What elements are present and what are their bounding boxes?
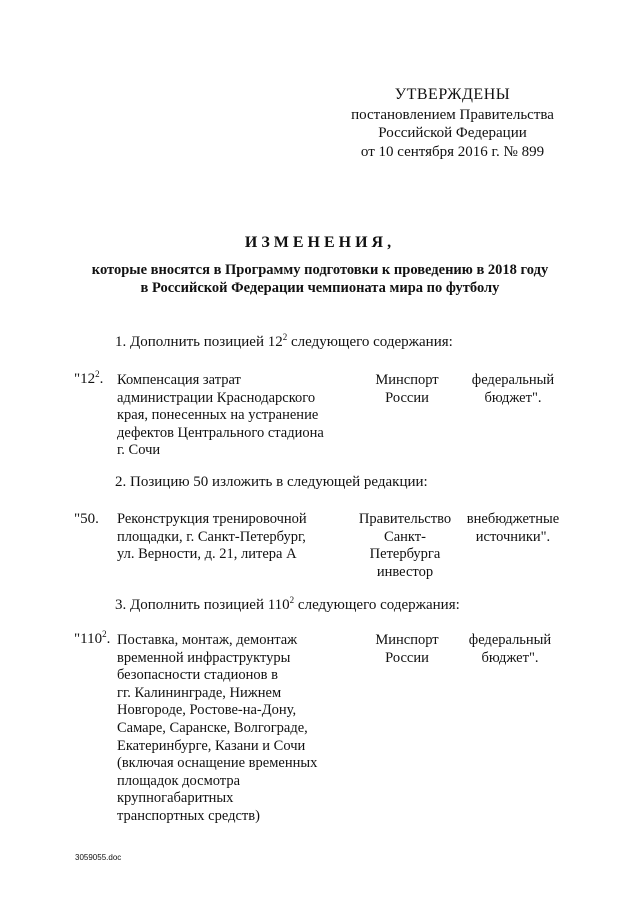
- approval-line-1: постановлением Правительства: [351, 106, 554, 123]
- item-1-funding-source: [458, 372, 568, 407]
- item-2-exec-line: Санкт-: [384, 528, 426, 545]
- item-3-source-line: федеральный: [468, 632, 552, 648]
- item-1-position-dot: .: [99, 371, 104, 387]
- item-1-intro-sup: 2: [282, 332, 288, 342]
- item-3-position-number: "110: [74, 631, 103, 647]
- subtitle-line-1: которые вносятся в Программу подготовки к проведению в 2018 году: [91, 262, 549, 278]
- item-2-funding-source: [458, 511, 568, 546]
- item-3-desc-line: Екатеринбурге, Казани и Сочи: [117, 737, 306, 754]
- subtitle-line-2: в Российской Федерации чемпионата мира по футболу: [140, 280, 500, 296]
- item-3-funding-source: [455, 632, 565, 667]
- item-2-exec-line: инвестор: [376, 563, 434, 580]
- item-3-exec-line: России: [385, 649, 429, 666]
- item-1-exec-line: России: [385, 389, 429, 406]
- item-1-executor: [360, 372, 454, 407]
- item-3-desc-line: Самаре, Саранске, Волгограде,: [117, 719, 308, 736]
- item-1-position: [74, 371, 103, 388]
- item-1-position-sup: 2: [95, 369, 100, 379]
- item-1-desc-line: дефектов Центрального стадиона: [117, 424, 324, 441]
- item-1-intro-text: 1. Дополнить позицией 12: [115, 334, 283, 350]
- item-2-intro: [115, 474, 428, 491]
- item-1-desc-line: края, понесенных на устранение: [117, 407, 319, 424]
- item-1-source-line: федеральный: [471, 372, 555, 388]
- item-1-desc-line: администрации Краснодарского: [117, 389, 316, 406]
- item-1-intro-tail: следующего содержания:: [287, 334, 453, 350]
- approval-heading: УТВЕРЖДЕНЫ: [394, 86, 511, 103]
- item-3-exec-line: Минспорт: [375, 632, 439, 648]
- item-3-intro-sup: 2: [289, 595, 295, 605]
- item-3-source-line: бюджет".: [481, 649, 539, 666]
- item-1-description: [117, 372, 357, 460]
- item-2-desc-line: Реконструкция тренировочной: [117, 511, 307, 527]
- item-2-source-line: источники".: [475, 528, 551, 545]
- item-3-desc-line: временной инфраструктуры: [117, 649, 291, 666]
- item-3-desc-line: Поставка, монтаж, демонтаж: [117, 632, 298, 648]
- item-2-executor: [352, 511, 458, 581]
- item-3-desc-line: безопасности стадионов в: [117, 667, 278, 684]
- item-3-position: [74, 631, 110, 648]
- item-2-description: [117, 511, 357, 564]
- item-1-desc-line: г. Сочи: [117, 442, 161, 459]
- item-1-exec-line: Минспорт: [375, 372, 439, 388]
- approval-line-2: Российской Федерации: [378, 125, 527, 141]
- item-1-position-number: "12: [74, 371, 96, 387]
- item-3-desc-line: (включая оснащение временных: [117, 755, 318, 772]
- item-2-exec-line: Петербурга: [369, 546, 441, 563]
- item-2-desc-line: ул. Верности, д. 21, литера А: [117, 546, 297, 563]
- item-3-position-dot: .: [106, 631, 111, 647]
- item-3-desc-line: площадок досмотра: [117, 772, 241, 789]
- item-3-desc-line: Новгороде, Ростове-на-Дону,: [117, 702, 297, 719]
- item-1-intro: [115, 334, 453, 351]
- item-2-intro-text: 2. Позицию 50 изложить в следующей редакции:: [115, 474, 428, 490]
- item-3-desc-line: транспортных средств): [117, 807, 260, 824]
- item-3-desc-line: крупногабаритных: [117, 790, 234, 807]
- item-3-desc-line: гг. Калининграде, Нижнем: [117, 684, 282, 701]
- approval-block: [330, 86, 575, 161]
- document-title: ИЗМЕНЕНИЯ,: [244, 234, 396, 251]
- item-2-position-number: "50.: [74, 511, 99, 527]
- document-subtitle: [70, 261, 570, 297]
- item-3-intro: [115, 597, 460, 614]
- item-3-intro-text: 3. Дополнить позицией 110: [115, 597, 290, 613]
- approval-line-3: от 10 сентября 2016 г. № 899: [360, 143, 545, 160]
- item-3-description: [117, 632, 357, 826]
- item-2-desc-line: площадки, г. Санкт-Петербург,: [117, 528, 306, 545]
- item-2-exec-line: Правительство: [358, 511, 452, 527]
- item-3-executor: [360, 632, 454, 667]
- file-reference: 3059055.doc: [75, 853, 122, 862]
- item-2-source-line: внебюджетные: [466, 511, 560, 527]
- item-1-desc-line: Компенсация затрат: [117, 372, 241, 388]
- item-2-position: [74, 511, 99, 528]
- item-3-intro-tail: следующего содержания:: [294, 597, 460, 613]
- item-1-source-line: бюджет".: [484, 389, 542, 406]
- item-3-position-sup: 2: [102, 629, 107, 639]
